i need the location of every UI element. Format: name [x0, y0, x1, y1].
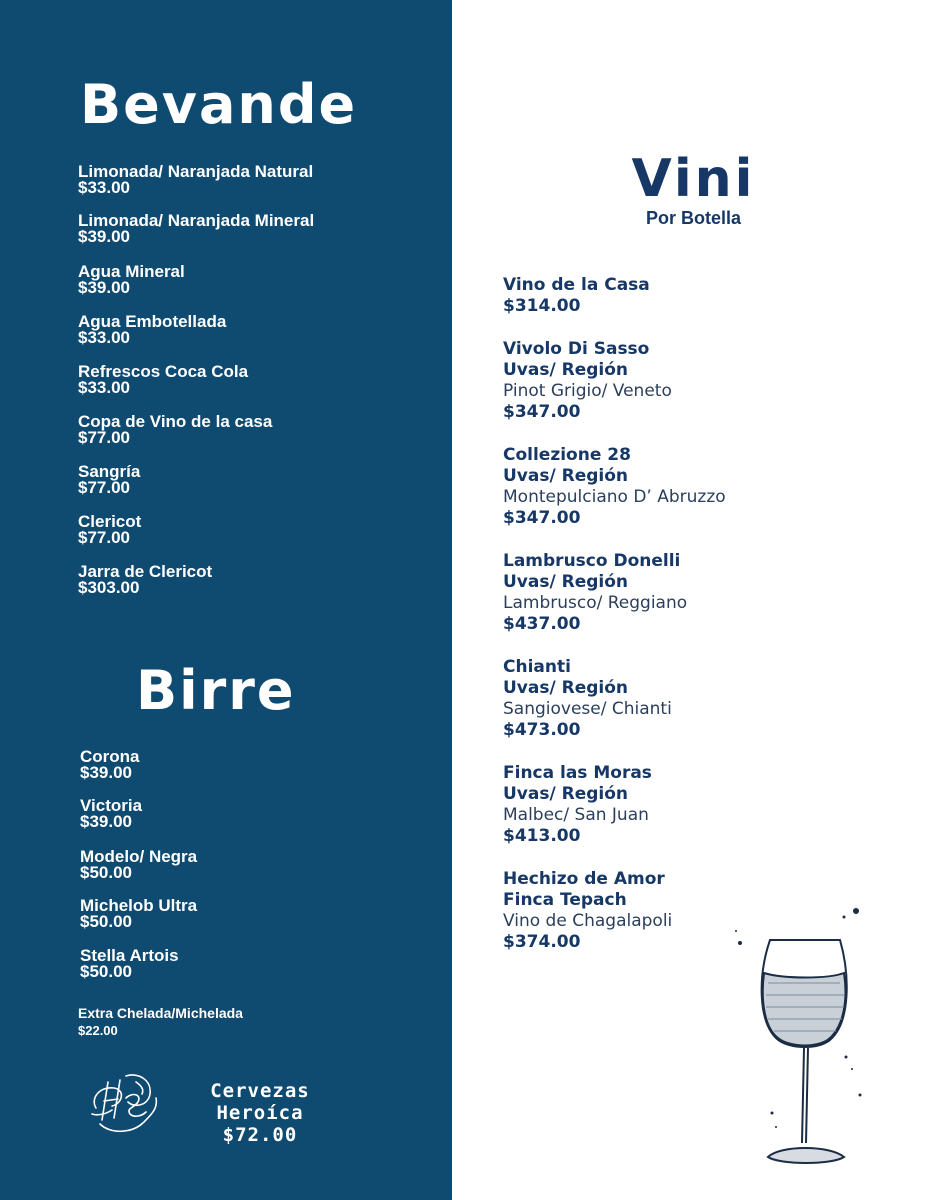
- wine-item: Chianti Uvas/ Región Sangiovese/ Chianti $473.00: [503, 657, 672, 740]
- heroica-line2: Heroíca: [216, 1102, 304, 1124]
- menu-item: Agua Mineral $39.00: [78, 262, 185, 297]
- menu-item: Copa de Vino de la casa $77.00: [78, 412, 273, 447]
- menu-item: Modelo/ Negra $50.00: [80, 847, 198, 882]
- wine-item: Vivolo Di Sasso Uvas/ Región Pinot Grigio/ Veneto $347.00: [503, 339, 672, 422]
- wine-item: Hechizo de Amor Finca Tepach Vino de Chagalapoli $374.00: [503, 869, 673, 952]
- heroica-logo-icon: [86, 1068, 164, 1138]
- menu-item: Victoria $39.00: [80, 796, 143, 831]
- menu-item: Michelob Ultra $50.00: [80, 896, 198, 931]
- menu-item: Sangría $77.00: [78, 462, 141, 497]
- bevande-title: Bevande: [80, 73, 358, 136]
- menu-item: Jarra de Clericot $303.00: [78, 562, 213, 597]
- heroica-promo: [190, 1080, 330, 1146]
- menu-item: Agua Embotellada $33.00: [78, 312, 227, 347]
- birre-title: Birre: [136, 659, 296, 722]
- menu-item: Clericot $77.00: [78, 512, 142, 547]
- menu-item: Limonada/ Naranjada Natural $33.00: [78, 162, 314, 197]
- menu-item: Corona $39.00: [80, 747, 140, 782]
- wine-item: Lambrusco Donelli Uvas/ Región Lambrusco/ Reggiano $437.00: [503, 551, 688, 634]
- wine-glass-icon: [728, 895, 878, 1175]
- wine-item: Finca las Moras Uvas/ Región Malbec/ San Juan $413.00: [503, 763, 652, 846]
- menu-item: Limonada/ Naranjada Mineral $39.00: [78, 211, 315, 246]
- wine-item: Collezione 28 Uvas/ Región Montepulciano D’ Abruzzo $347.00: [503, 445, 726, 528]
- heroica-price: $72.00: [222, 1124, 298, 1146]
- wine-item: Vino de la Casa $314.00: [503, 275, 650, 316]
- vini-title: Vini: [631, 149, 756, 209]
- vini-header: [452, 150, 927, 228]
- menu-item-extra: Extra Chelada/Michelada $22.00: [78, 1005, 243, 1038]
- vini-subtitle: Por Botella: [645, 208, 742, 228]
- menu-item: Stella Artois $50.00: [80, 946, 179, 981]
- menu-item: Refrescos Coca Cola $33.00: [78, 362, 249, 397]
- heroica-line1: Cervezas: [210, 1080, 310, 1102]
